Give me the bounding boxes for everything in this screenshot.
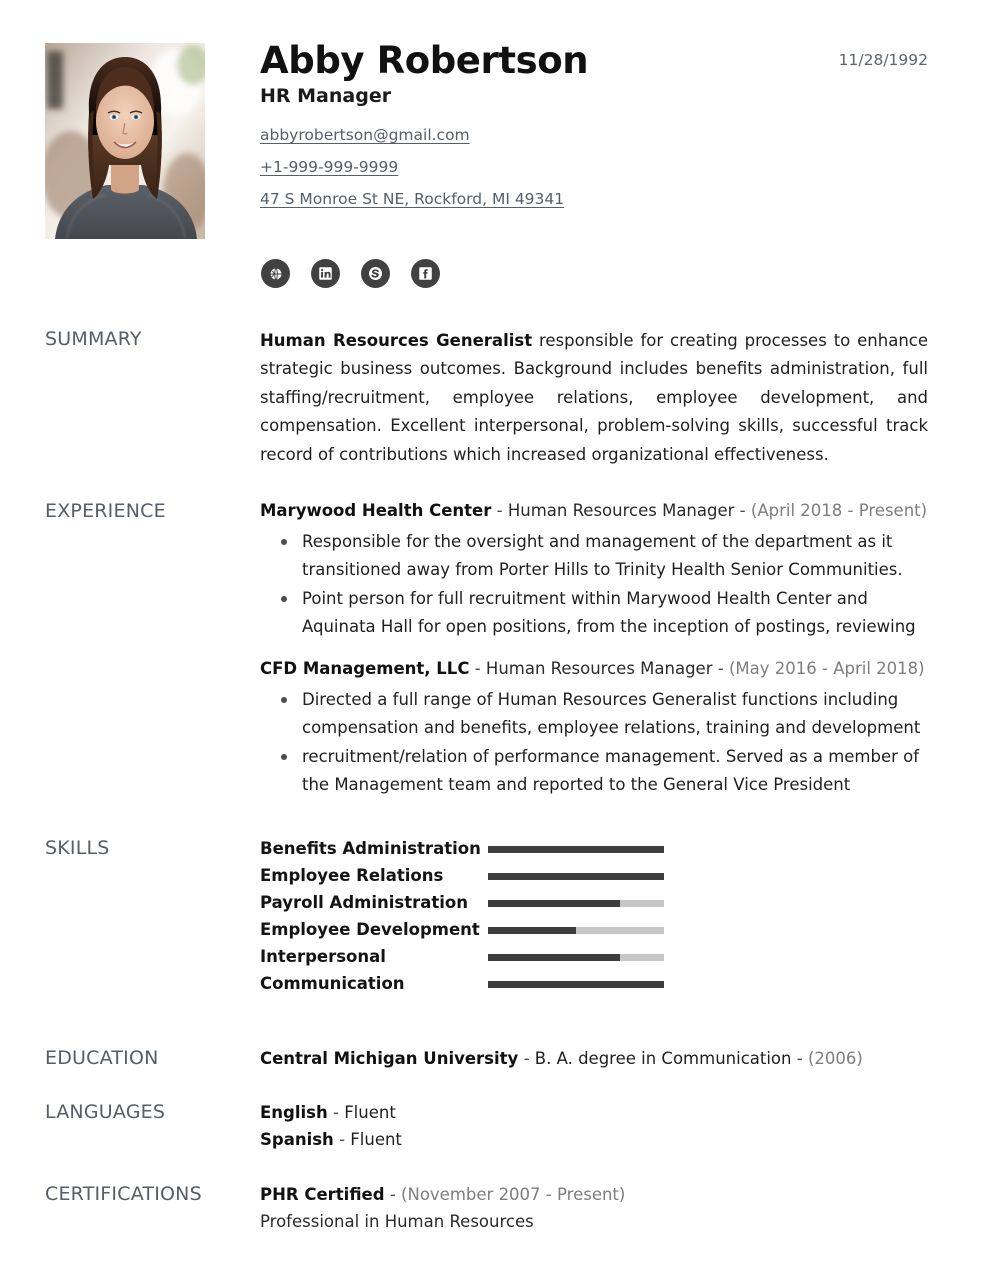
- experience-dates: (May 2016 - April 2018): [728, 658, 925, 678]
- skill-row: [260, 836, 928, 863]
- skill-bar-track: [488, 954, 664, 961]
- skill-label: Payroll Administration: [260, 893, 468, 913]
- skill-row: [260, 971, 928, 998]
- profile-photo-image: [45, 43, 205, 239]
- facebook-icon[interactable]: [411, 259, 440, 288]
- page-title: Abby Robertson: [260, 39, 589, 82]
- skill-bar-track: [488, 981, 664, 988]
- experience-separator: -: [474, 658, 481, 678]
- skill-label: Employee Development: [260, 920, 480, 940]
- section-summary: [0, 327, 984, 469]
- skill-bar-fill: [488, 981, 664, 988]
- experience-separator: -: [739, 500, 746, 520]
- skills-body: [260, 836, 928, 998]
- experience-dates: (April 2018 - Present): [750, 500, 928, 520]
- section-languages: [0, 1100, 984, 1153]
- languages-body: [260, 1100, 928, 1153]
- skill-label: Interpersonal: [260, 947, 386, 967]
- experience-company: CFD Management, LLC: [260, 658, 470, 678]
- language-level: Fluent: [350, 1130, 402, 1150]
- skill-row: [260, 917, 928, 944]
- skill-row: [260, 863, 928, 890]
- education-entry: [260, 1046, 928, 1073]
- experience-bullets: [260, 686, 928, 799]
- language-separator: -: [332, 1103, 339, 1123]
- experience-role: Human Resources Manager: [507, 500, 735, 520]
- section-experience: [0, 499, 984, 800]
- language-entry: [260, 1100, 928, 1127]
- skill-label: Communication: [260, 974, 405, 994]
- experience-role: Human Resources Manager: [485, 658, 713, 678]
- skills-list: [260, 836, 928, 998]
- education-institution: Central Michigan University: [260, 1048, 519, 1068]
- header-identity: [260, 40, 820, 221]
- job-title: HR Manager: [260, 85, 392, 108]
- language-name: English: [260, 1103, 328, 1123]
- resume-header: [0, 0, 984, 265]
- profile-photo: [45, 43, 205, 239]
- education-dates: (2006): [807, 1048, 863, 1068]
- section-label-languages: LANGUAGES: [45, 1101, 166, 1124]
- skill-bar-fill: [488, 900, 620, 907]
- list-item: Responsible for the oversight and management of the department as it transitioned away from Porter Hills to Trinity Health Senior Communities.: [260, 528, 928, 584]
- contact-phone-row: [260, 157, 820, 189]
- section-label-skills: SKILLS: [45, 836, 110, 859]
- certification-name: PHR Certified: [260, 1184, 385, 1204]
- contact-email-row: [260, 125, 820, 157]
- skype-icon[interactable]: [361, 259, 390, 288]
- skill-bar-track: [488, 873, 664, 880]
- experience-separator: -: [496, 500, 503, 520]
- skill-bar-fill: [488, 927, 576, 934]
- education-detail: B. A. degree in Communication: [534, 1048, 792, 1068]
- language-name: Spanish: [260, 1130, 334, 1150]
- language-entry: [260, 1127, 928, 1154]
- section-certifications: [0, 1182, 984, 1235]
- certification-entry: [260, 1182, 928, 1209]
- education-separator: -: [523, 1048, 530, 1068]
- skill-row: [260, 944, 928, 971]
- contact-email[interactable]: abbyrobertson@gmail.com: [260, 126, 470, 145]
- skill-row: [260, 890, 928, 917]
- experience-body: [260, 499, 928, 800]
- experience-heading: [260, 499, 928, 524]
- list-item: Point person for full recruitment within Marywood Health Center and Aquinata Hall for open positions, from the inception of postings, reviewing: [260, 585, 928, 641]
- experience-bullets: [260, 528, 928, 641]
- linkedin-icon[interactable]: [311, 259, 340, 288]
- experience-item: [260, 499, 928, 641]
- experience-heading: [260, 657, 928, 682]
- skill-bar-fill: [488, 954, 620, 961]
- certification-dates: (November 2007 - Present): [401, 1184, 626, 1204]
- experience-separator: -: [717, 658, 724, 678]
- section-skills: [0, 836, 984, 998]
- summary-text: [260, 327, 928, 469]
- section-education: [0, 1046, 984, 1073]
- summary-body: [260, 327, 928, 469]
- section-label-summary: SUMMARY: [45, 328, 142, 350]
- certification-subtitle: Professional in Human Resources: [260, 1211, 534, 1231]
- skill-bar-fill: [488, 846, 664, 853]
- skill-bar-track: [488, 846, 664, 853]
- education-body: [260, 1046, 928, 1073]
- contact-phone[interactable]: +1-999-999-9999: [260, 158, 399, 177]
- certification-separator: -: [389, 1184, 396, 1204]
- certifications-body: [260, 1182, 928, 1235]
- language-separator: -: [339, 1130, 346, 1150]
- experience-item: [260, 657, 928, 799]
- experience-company: Marywood Health Center: [260, 500, 492, 520]
- skill-label: Benefits Administration: [260, 839, 481, 859]
- section-label-experience: EXPERIENCE: [45, 499, 166, 522]
- contact-address[interactable]: 47 S Monroe St NE, Rockford, MI 49341: [260, 190, 565, 209]
- globe-icon[interactable]: [261, 259, 290, 288]
- summary-lead: Human Resources Generalist: [260, 331, 533, 350]
- skill-label: Employee Relations: [260, 866, 444, 886]
- language-level: Fluent: [344, 1103, 396, 1123]
- education-separator: -: [796, 1048, 803, 1068]
- list-item: Directed a full range of Human Resources Generalist functions including compensation and benefits, employee relations, training and development: [260, 686, 928, 742]
- section-label-certifications: CERTIFICATIONS: [45, 1182, 202, 1205]
- skill-bar-track: [488, 927, 664, 934]
- skill-bar-track: [488, 900, 664, 907]
- list-item: recruitment/relation of performance management. Served as a member of the Management team and reported to the General Vice President: [260, 743, 928, 799]
- summary-rest: responsible for creating processes to enhance strategic business outcomes. Background includes benefits administration, full staffing/recruitment, employee relations, employee development, and compensation. Excellent interpersonal, problem-solving skills, successful track record of contributions which increased organizational effectiveness.: [260, 331, 928, 464]
- social-links: [261, 259, 440, 288]
- skill-bar-fill: [488, 873, 664, 880]
- section-label-education: EDUCATION: [45, 1046, 159, 1069]
- contact-address-row: [260, 189, 820, 221]
- document-date: 11/28/1992: [838, 51, 928, 69]
